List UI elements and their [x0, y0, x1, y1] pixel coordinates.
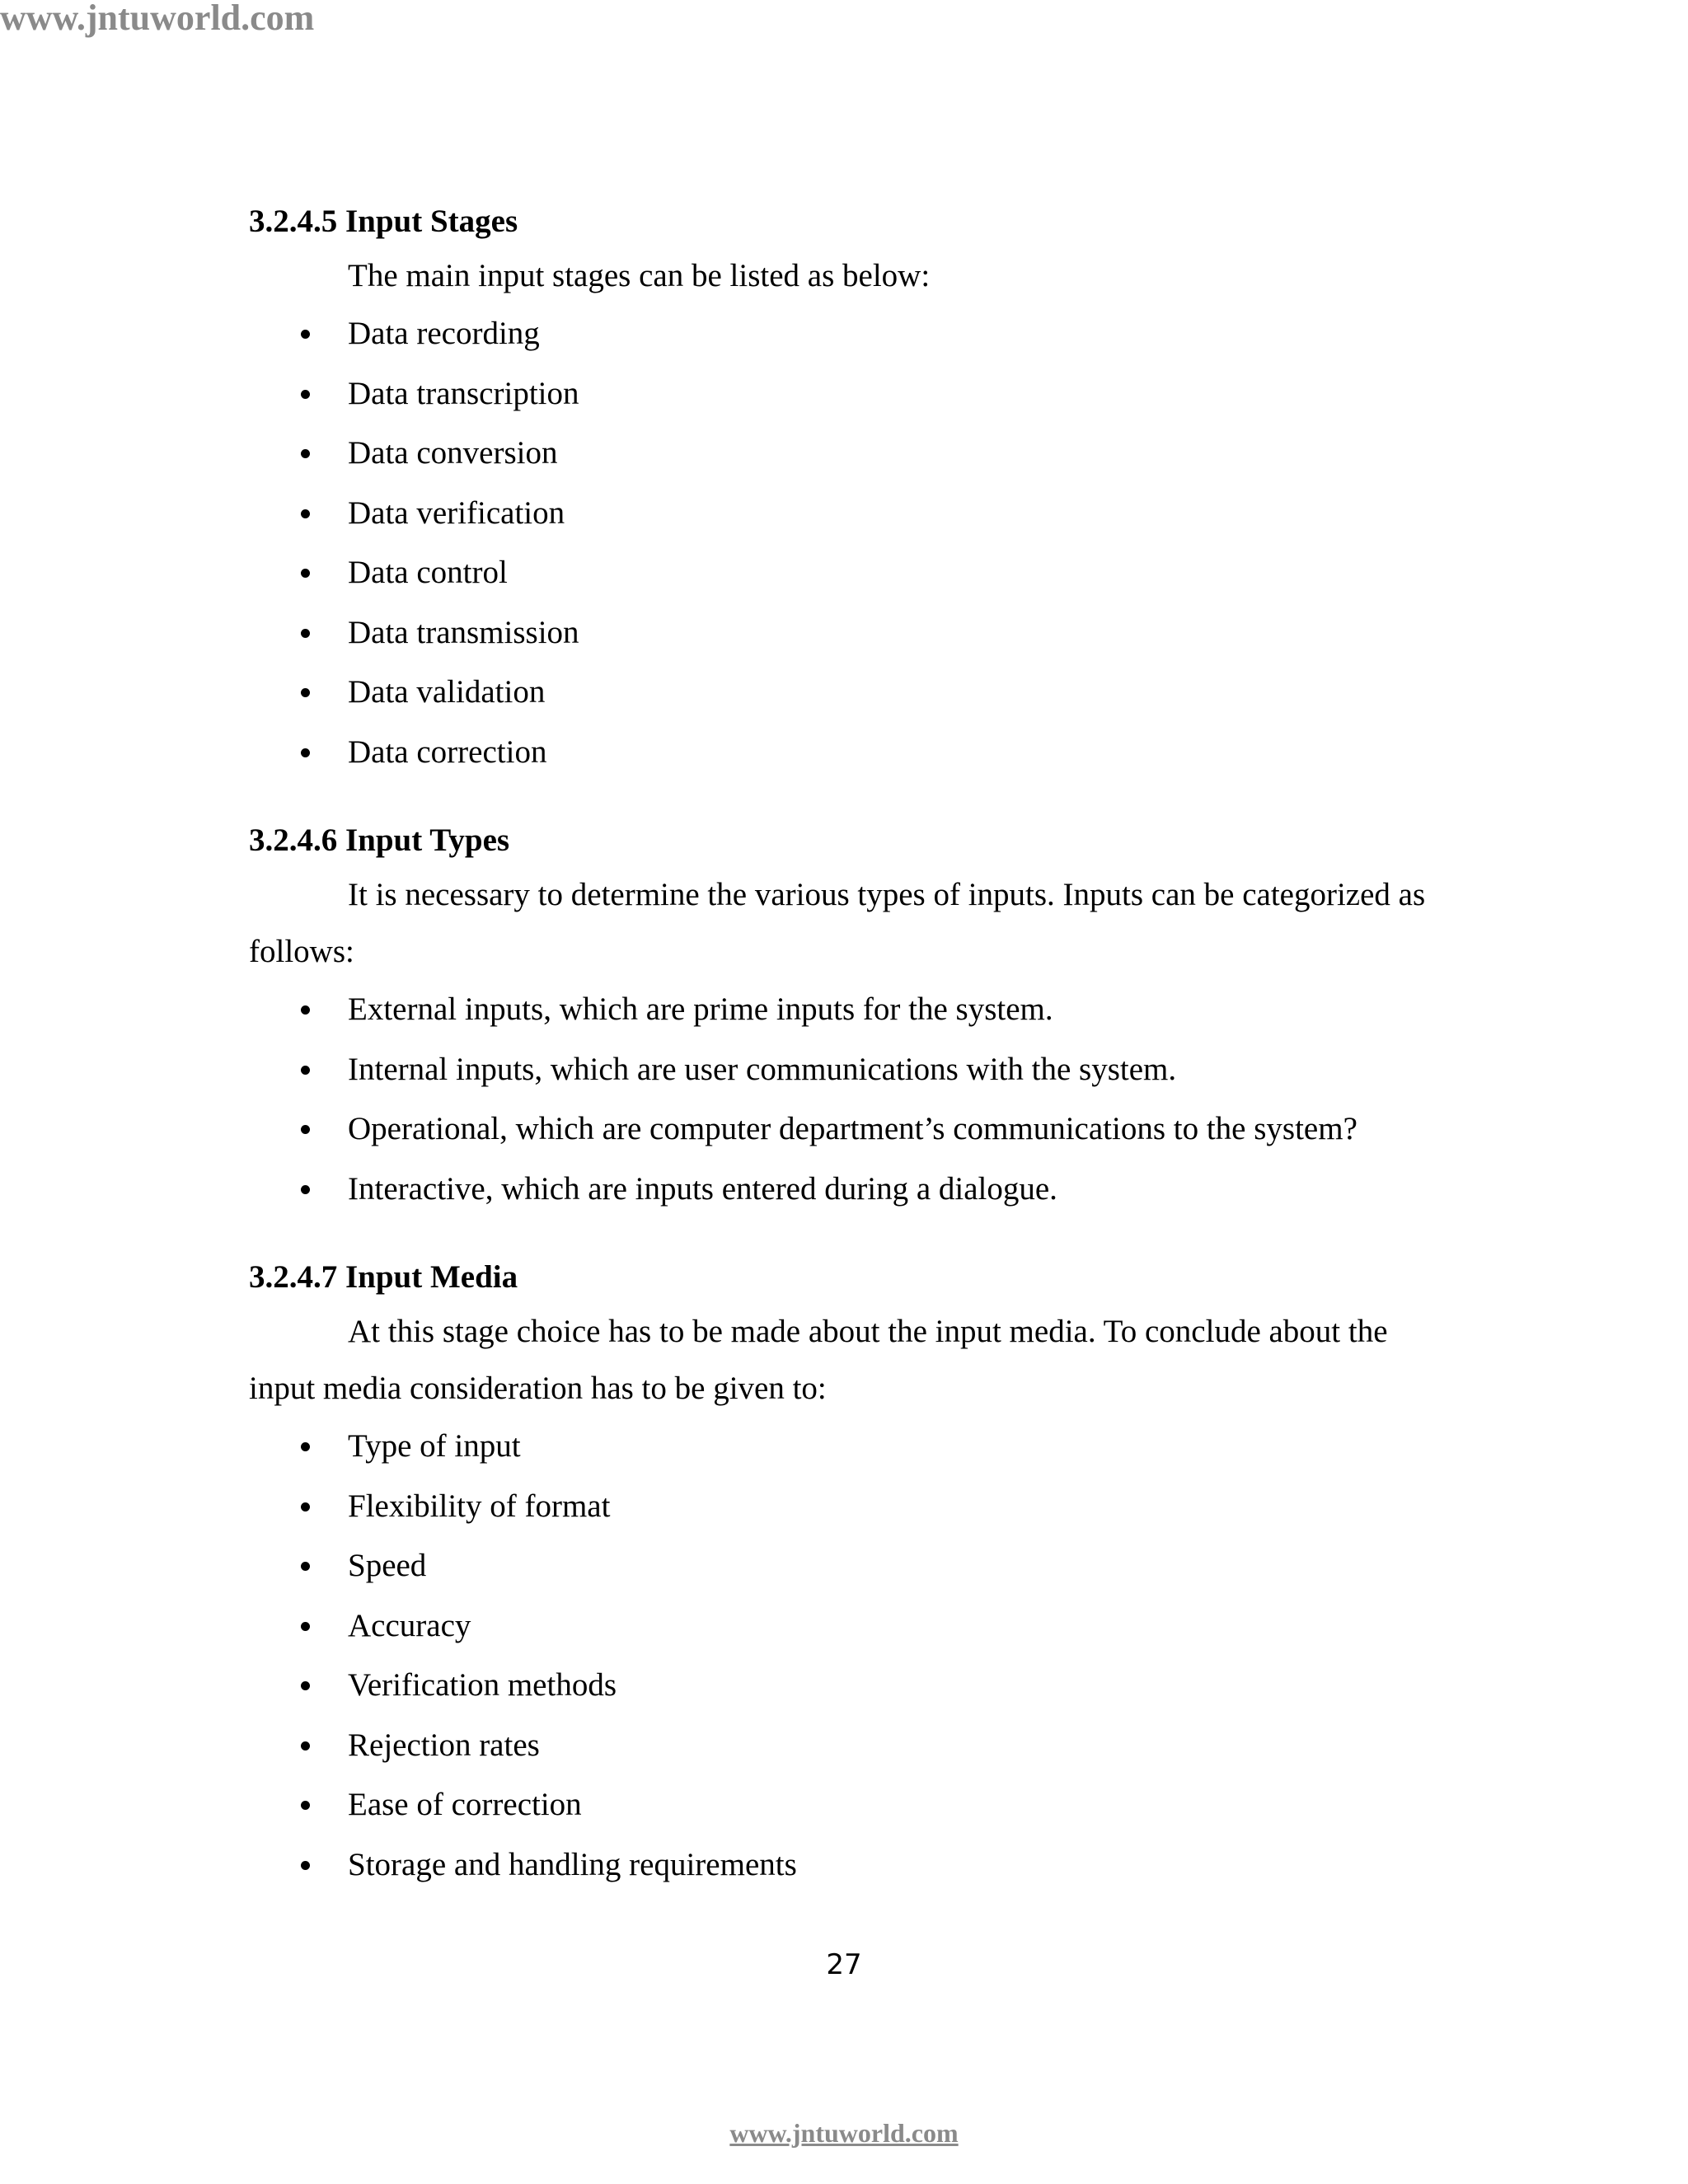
bullet-icon	[301, 1005, 310, 1015]
list-item: Data validation	[249, 663, 1452, 723]
list-item: External inputs, which are prime inputs for the system.	[249, 980, 1452, 1040]
bullet-icon	[301, 1741, 310, 1750]
bullet-icon	[301, 1185, 310, 1194]
list-item: Internal inputs, which are user communications with the system.	[249, 1040, 1452, 1100]
list-item: Accuracy	[249, 1596, 1452, 1657]
bullet-icon	[301, 629, 310, 638]
section-intro: At this stage choice has to be made about the input media. To conclude about the input media consideration has to be given to:	[249, 1314, 1388, 1406]
list-item: Data correction	[249, 723, 1452, 783]
list-item: Data control	[249, 543, 1452, 603]
bullet-icon	[301, 1801, 310, 1810]
bullet-list	[249, 1417, 1452, 1895]
bullet-icon	[301, 1622, 310, 1631]
list-item: Data verification	[249, 484, 1452, 544]
bullet-icon	[301, 1861, 310, 1870]
bullet-icon	[301, 748, 310, 757]
list-item: Flexibility of format	[249, 1477, 1452, 1537]
bullet-icon	[301, 1502, 310, 1511]
bullet-icon	[301, 390, 310, 399]
document-body	[249, 196, 1452, 1895]
list-item: Type of input	[249, 1417, 1452, 1477]
list-item: Operational, which are computer department’s communications to the system?	[249, 1099, 1452, 1160]
bullet-list	[249, 980, 1452, 1219]
section-heading: 3.2.4.7 Input Media	[249, 1259, 518, 1295]
page-number: 27	[826, 1948, 862, 1981]
list-item: Data recording	[249, 304, 1452, 364]
watermark-top: www.jntuworld.com	[0, 0, 315, 38]
list-item: Ease of correction	[249, 1775, 1452, 1835]
bullet-icon	[301, 330, 310, 339]
bullet-icon	[301, 1681, 310, 1690]
list-item: Data transcription	[249, 364, 1452, 424]
section-intro: It is necessary to determine the various types of inputs. Inputs can be categorized as follows:	[249, 877, 1426, 969]
bullet-icon	[301, 569, 310, 578]
list-item: Data transmission	[249, 603, 1452, 663]
bullet-icon	[301, 1562, 310, 1571]
section-input-stages	[249, 196, 1452, 782]
section-input-types	[249, 815, 1452, 1219]
bullet-icon	[301, 449, 310, 458]
section-heading: 3.2.4.6 Input Types	[249, 823, 510, 858]
list-item: Data conversion	[249, 424, 1452, 484]
list-item: Speed	[249, 1536, 1452, 1596]
list-item: Rejection rates	[249, 1716, 1452, 1776]
bullet-icon	[301, 1125, 310, 1134]
list-item: Interactive, which are inputs entered during a dialogue.	[249, 1160, 1452, 1220]
bullet-icon	[301, 1066, 310, 1075]
watermark-bottom-link[interactable]: www.jntuworld.com	[729, 2118, 959, 2148]
bullet-icon	[301, 688, 310, 697]
list-item: Storage and handling requirements	[249, 1835, 1452, 1896]
bullet-icon	[301, 509, 310, 518]
list-item: Verification methods	[249, 1656, 1452, 1716]
section-input-media	[249, 1252, 1452, 1895]
bullet-icon	[301, 1442, 310, 1451]
bullet-list	[249, 304, 1452, 782]
section-heading: 3.2.4.5 Input Stages	[249, 204, 518, 239]
section-intro: The main input stages can be listed as below:	[348, 258, 931, 293]
